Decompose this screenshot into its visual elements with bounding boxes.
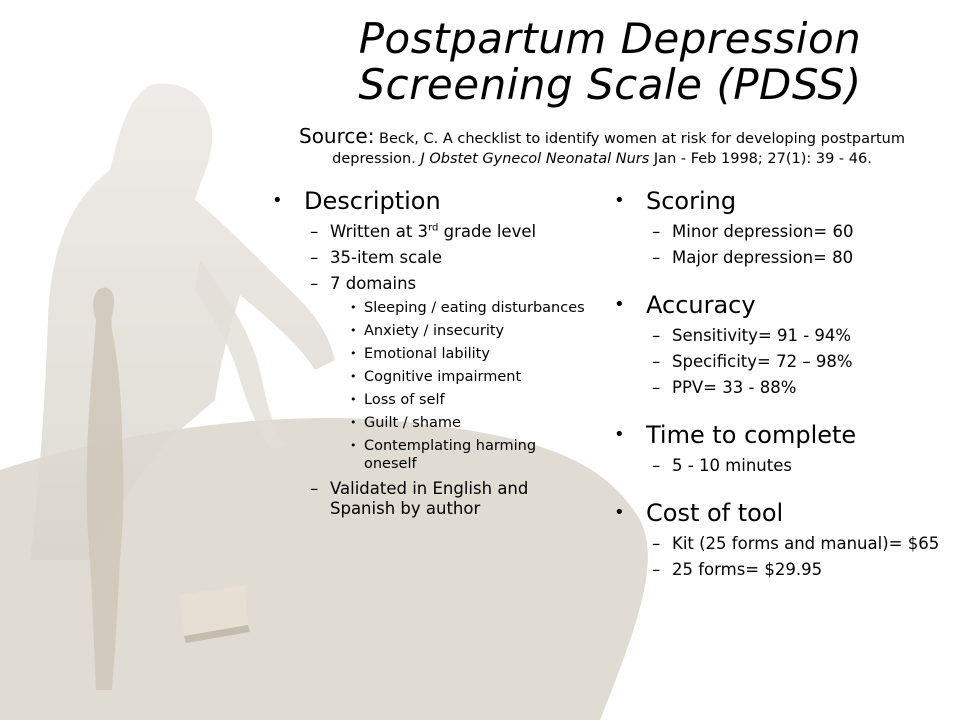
source-text-2: Jan - Feb 1998; 27(1): 39 - 46.: [653, 151, 872, 167]
domain-item: • Loss of self: [268, 391, 588, 409]
domain-item: • Cognitive impairment: [268, 368, 588, 386]
page-title: [280, 16, 940, 108]
accuracy-item: – Specificity= 72 – 98%: [610, 352, 940, 372]
scoring-heading: • Scoring: [610, 186, 940, 216]
cost-item: – 25 forms= $29.95: [610, 560, 940, 580]
description-column: [268, 186, 588, 519]
accuracy-heading: • Accuracy: [610, 290, 940, 320]
domain-item: • Sleeping / eating disturbances: [268, 299, 588, 317]
accuracy-item: – Sensitivity= 91 - 94%: [610, 326, 940, 346]
domain-item: • Contemplating harming oneself: [268, 437, 588, 473]
domain-item: • Anxiety / insecurity: [268, 322, 588, 340]
cost-item: – Kit (25 forms and manual)= $65: [610, 534, 940, 554]
description-item-grade: – Written at 3rd grade level: [268, 222, 588, 242]
title-line-1: Postpartum Depression: [358, 14, 862, 63]
time-heading: • Time to complete: [610, 420, 940, 450]
title-line-2: Screening Scale (PDSS): [358, 60, 862, 109]
description-heading: • Description: [268, 186, 588, 216]
domain-item: • Emotional lability: [268, 345, 588, 363]
source-label: Source:: [299, 124, 375, 148]
source-citation: [262, 126, 942, 169]
time-item: – 5 - 10 minutes: [610, 456, 940, 476]
accuracy-item: – PPV= 33 - 88%: [610, 378, 940, 398]
description-item-validated: – Validated in English and Spanish by author: [268, 479, 588, 519]
scoring-item: – Minor depression= 60: [610, 222, 940, 242]
details-column: [610, 186, 940, 580]
source-text-1: Beck, C. A checklist to identify women at risk for developing postpartum depression.: [332, 131, 905, 167]
description-item-domains: – 7 domains: [268, 274, 588, 294]
domain-item: • Guilt / shame: [268, 414, 588, 432]
scoring-item: – Major depression= 80: [610, 248, 940, 268]
cost-heading: • Cost of tool: [610, 498, 940, 528]
description-item-scale: – 35-item scale: [268, 248, 588, 268]
source-journal: J Obstet Gynecol Neonatal Nurs: [420, 151, 650, 167]
